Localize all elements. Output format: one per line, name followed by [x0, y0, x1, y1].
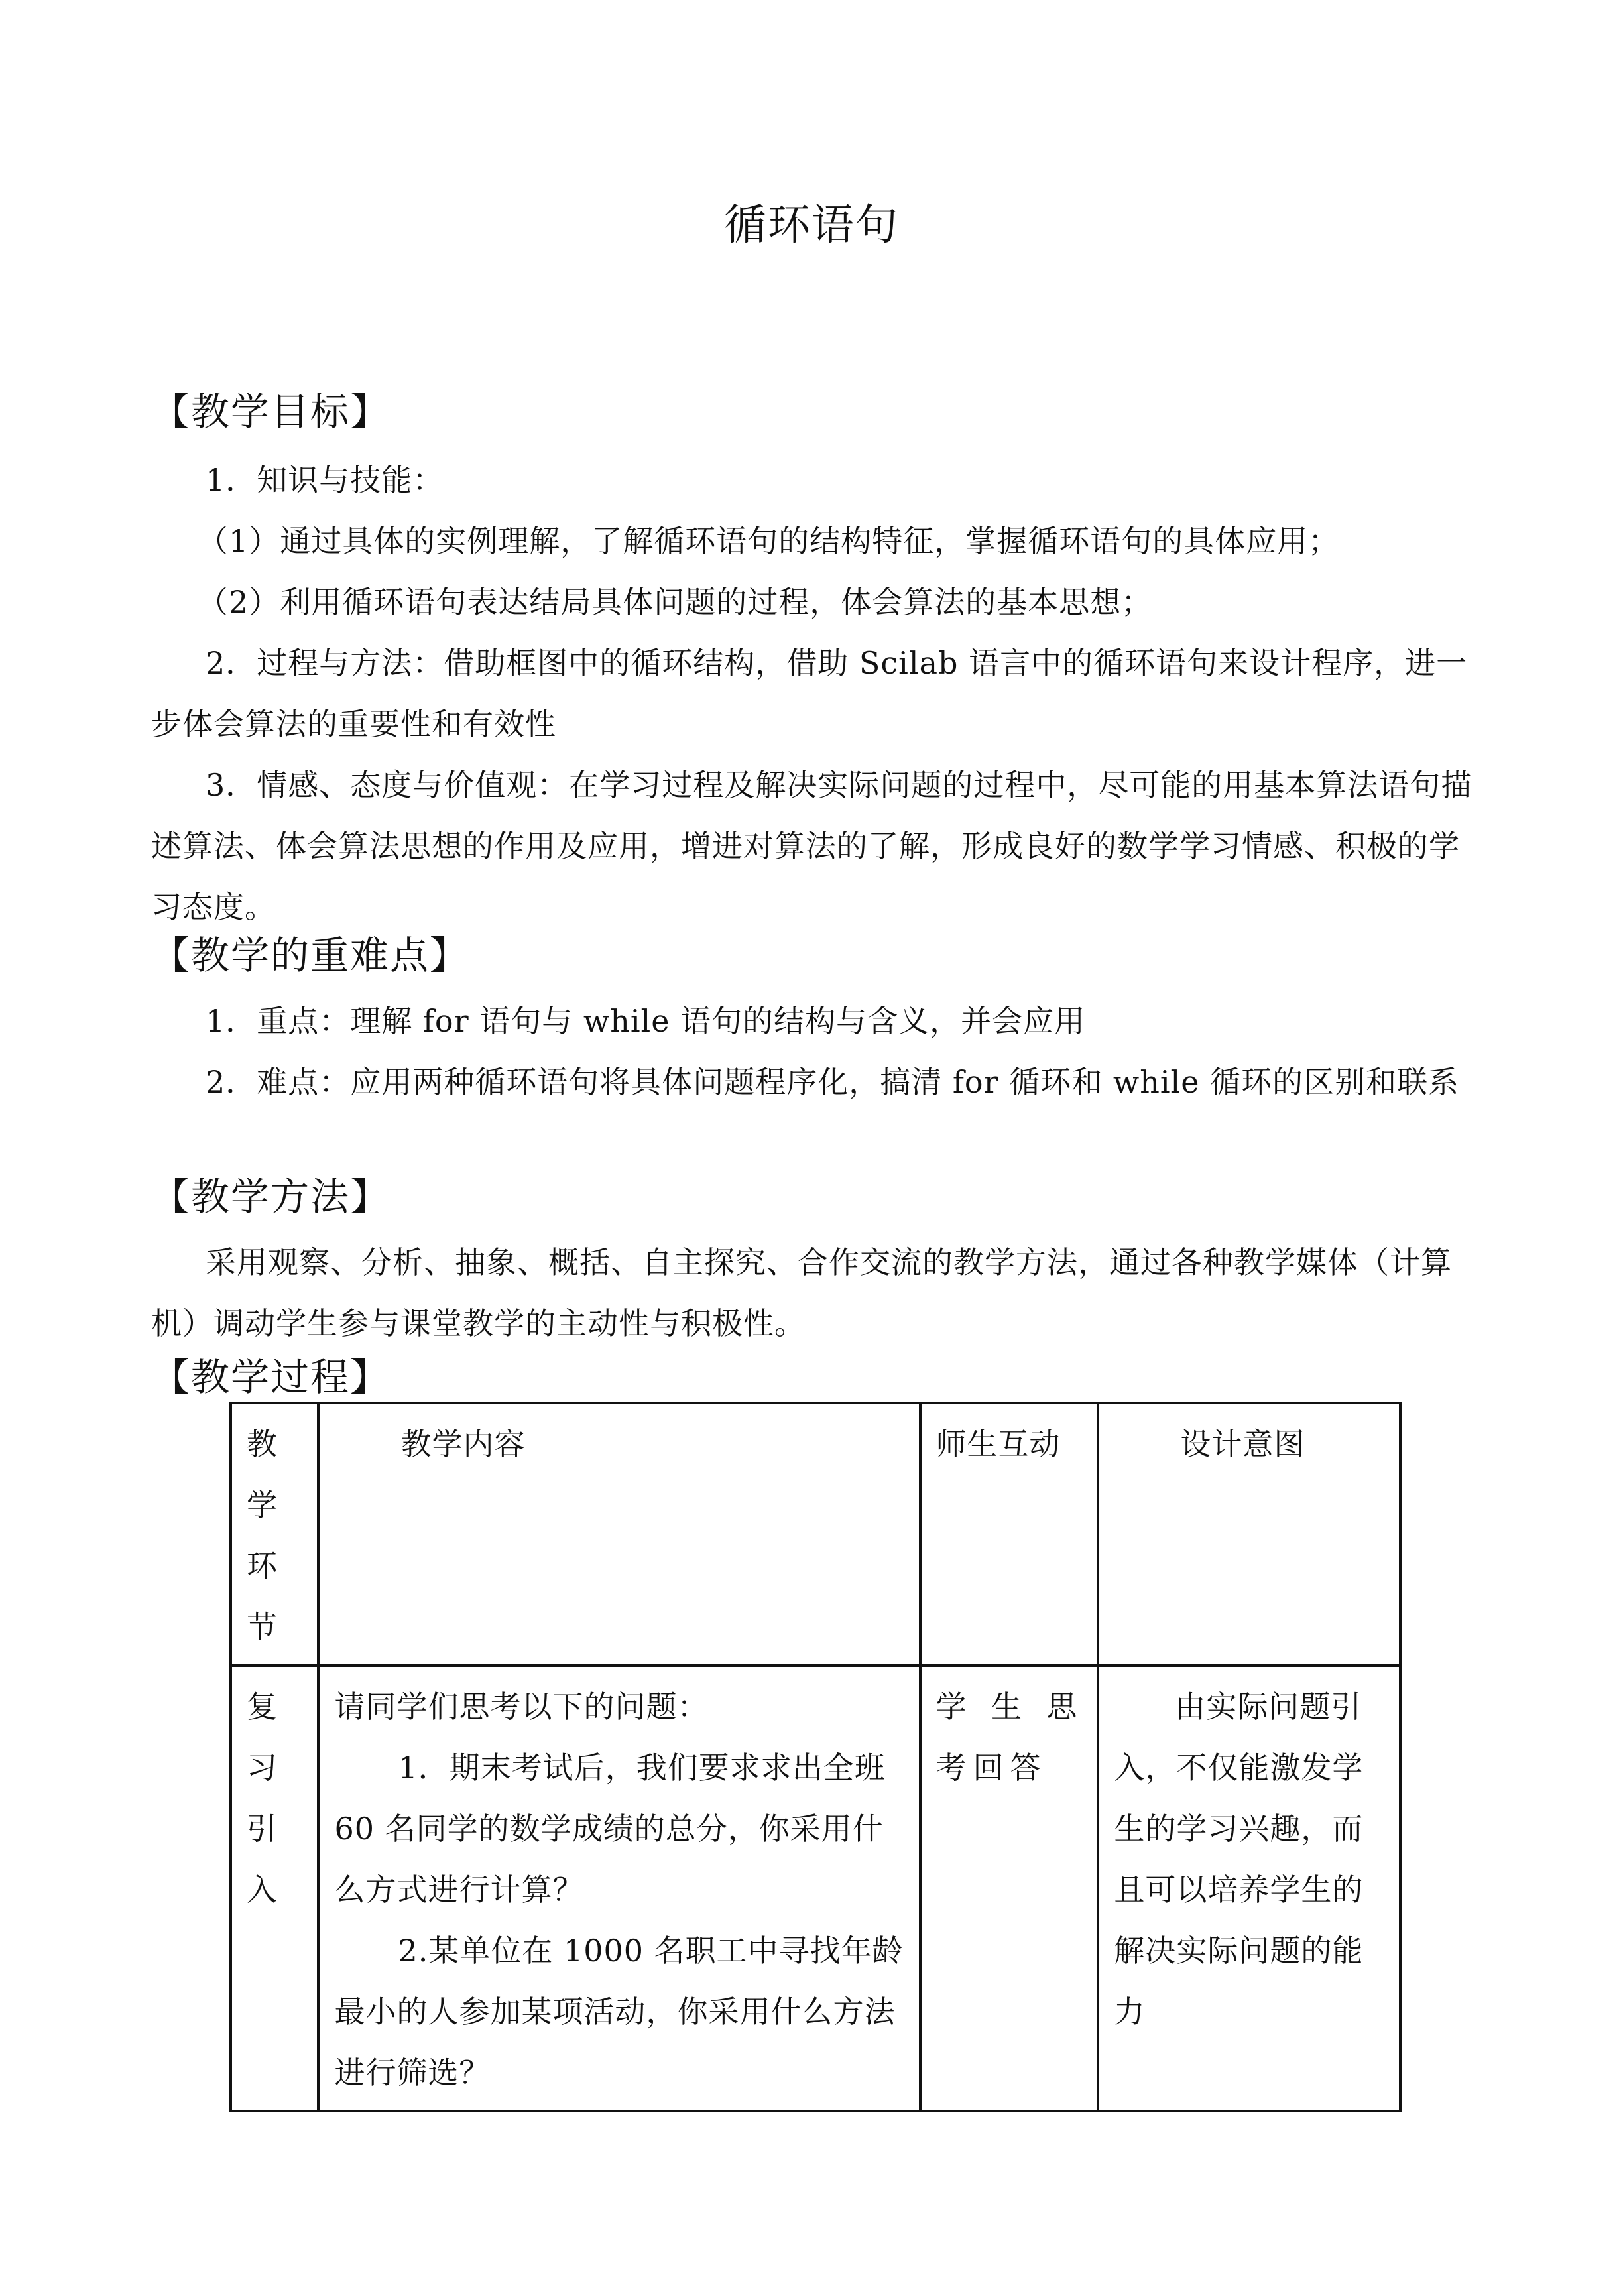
table-row — [231, 1665, 1400, 2111]
process-table — [229, 1402, 1402, 2112]
methods-block — [151, 1232, 1489, 1354]
heading-teaching-process: 【教学过程】 — [151, 1355, 391, 1400]
goal-item: 2．过程与方法：借助框图中的循环结构，借助 Scilab 语言中的循环语句来设计程序，进一步体会算法的重要性和有效性 — [151, 645, 1468, 742]
header-intent-cell: 设计意图 — [1098, 1403, 1400, 1665]
heading-teaching-methods: 【教学方法】 — [151, 1174, 391, 1219]
header-stage-char: 环 — [247, 1548, 278, 1584]
header-stage-char: 教 — [247, 1426, 278, 1462]
header-stage-char: 学 — [247, 1487, 278, 1523]
page-title: 循环语句 — [724, 201, 899, 250]
methods-text: 采用观察、分析、抽象、概括、自主探究、合作交流的教学方法，通过各种教学媒体（计算机）调动学生参与课堂教学的主动性与积极性。 — [151, 1244, 1452, 1341]
header-content-cell: 教学内容 — [318, 1403, 920, 1665]
row-content-cell — [318, 1665, 920, 2111]
key-point-item: 1．重点：理解 for 语句与 while 语句的结构与含义，并会应用 — [206, 1003, 1086, 1039]
table-header-row — [231, 1403, 1400, 1665]
goals-block — [151, 450, 1489, 937]
header-interaction-cell: 师生互动 — [920, 1403, 1099, 1665]
row-intent-cell: 由实际问题引入，不仅能激发学生的学习兴趣，而且可以培养学生的解决实际问题的能力 — [1098, 1665, 1400, 2111]
row-stage-char: 引 — [247, 1811, 278, 1846]
row-stage-cell — [231, 1665, 318, 2111]
goal-item: （2）利用循环语句表达结局具体问题的过程，体会算法的基本思想； — [198, 584, 1153, 620]
heading-key-points: 【教学的重难点】 — [151, 933, 470, 978]
content-question-1: 1．期末考试后，我们要求求出全班 60 名同学的数学成绩的总分，你采用什么方式进行计算？ — [334, 1750, 886, 1907]
content-question-2: 2.某单位在 1000 名职工中寻找年龄最小的人参加某项活动，你采用什么方法进行筛选？ — [334, 1933, 904, 2090]
row-interaction-cell: 学生思考回答 — [920, 1665, 1099, 2111]
header-stage-cell — [231, 1403, 318, 1665]
goal-item: （1）通过具体的实例理解，了解循环语句的结构特征，掌握循环语句的具体应用； — [198, 523, 1340, 559]
row-stage-char: 习 — [247, 1750, 278, 1785]
row-stage-char: 复 — [247, 1689, 278, 1724]
goal-item: 3．情感、态度与价值观：在学习过程及解决实际问题的过程中，尽可能的用基本算法语句描述算法、体会算法思想的作用及应用，增进对算法的了解，形成良好的数学学习情感、积极的学习态度。 — [151, 767, 1473, 925]
key-point-item: 2．难点：应用两种循环语句将具体问题程序化，搞清 for 循环和 while 循环的区别和联系 — [206, 1064, 1460, 1100]
header-stage-char: 节 — [247, 1609, 278, 1645]
heading-teaching-goals: 【教学目标】 — [151, 389, 391, 434]
content-intro: 请同学们思考以下的问题： — [334, 1689, 709, 1724]
goal-item: 1．知识与技能： — [206, 462, 444, 498]
row-stage-char: 入 — [247, 1872, 278, 1907]
key-points-block — [151, 991, 1489, 1113]
